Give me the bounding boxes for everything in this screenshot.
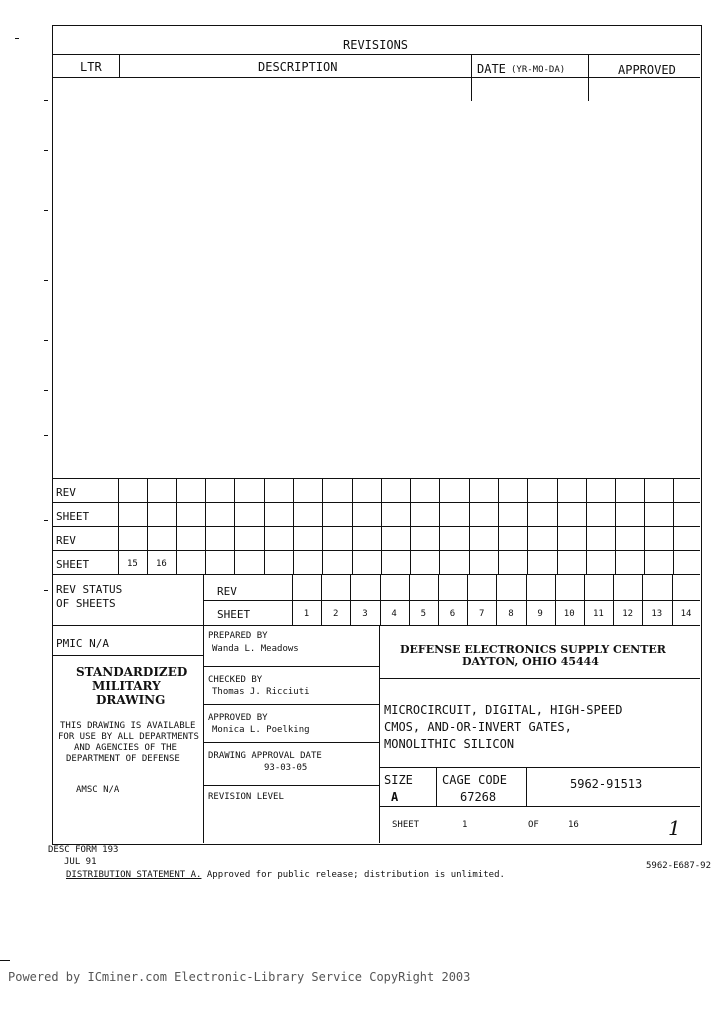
- revision-level-label: REVISION LEVEL: [208, 792, 284, 802]
- sheet-number-6: 6: [449, 609, 456, 619]
- approved-by-name: Monica L. Poelking: [212, 725, 310, 735]
- grid-line: [234, 478, 235, 574]
- distribution-text: Approved for public release; distribution is unlimited.: [201, 870, 505, 880]
- grid-line: [469, 478, 470, 574]
- smd-title-2: MILITARY: [92, 679, 161, 693]
- rev-row-1-label: REV: [56, 486, 76, 499]
- col-approved: APPROVED: [618, 63, 676, 77]
- grid-line: [557, 478, 558, 574]
- status-grid-line: [380, 574, 381, 625]
- smd-notice-1: THIS DRAWING IS AVAILABLE: [60, 721, 196, 731]
- grid-line: [176, 478, 177, 574]
- status-grid-line: [321, 574, 322, 625]
- drawing-number: 5962-91513: [570, 777, 643, 791]
- document-code: 5962-E687-92: [646, 861, 712, 871]
- smd-title-3: DRAWING: [96, 693, 166, 707]
- status-grid-line: [292, 574, 293, 625]
- sheet-number-13: 13: [651, 609, 663, 619]
- checked-by-name: Thomas J. Ricciuti: [212, 687, 310, 697]
- grid-line: [586, 478, 587, 574]
- sheet-15: 15: [127, 559, 138, 569]
- sheet-row-2-label: SHEET: [56, 558, 90, 571]
- col-description: DESCRIPTION: [258, 60, 338, 74]
- status-grid-line: [467, 574, 468, 625]
- revisions-title: REVISIONS: [343, 38, 409, 52]
- sheet-number-7: 7: [479, 609, 485, 619]
- sheet-number-11: 11: [593, 609, 604, 619]
- grid-line: [147, 478, 148, 574]
- status-grid-line: [642, 574, 643, 625]
- powered-by: Powered by ICminer.com Electronic-Library Service CopyRight 2003: [8, 970, 471, 984]
- status-grid-line: [584, 574, 585, 625]
- rev-grid: [52, 478, 700, 574]
- grid-line: [293, 478, 294, 574]
- grid-line: [410, 478, 411, 574]
- title-line-2: CMOS, AND-OR-INVERT GATES,: [384, 720, 572, 734]
- sheet-number-14: 14: [680, 609, 692, 619]
- smd-notice-3: AND AGENCIES OF THE: [74, 743, 177, 753]
- sheet-number-10: 10: [563, 609, 575, 619]
- grid-line: [498, 478, 499, 574]
- form-date: JUL 91: [64, 857, 97, 867]
- agency-line-1: DEFENSE ELECTRONICS SUPPLY CENTER: [400, 643, 666, 656]
- status-grid-line: [438, 574, 439, 625]
- form-number: DESC FORM 193: [48, 845, 119, 855]
- grid-line: [527, 478, 528, 574]
- approval-date-label: DRAWING APPROVAL DATE: [208, 751, 322, 761]
- page-mark: 1: [668, 816, 681, 840]
- col-date-format: (YR-MO-DA): [511, 65, 566, 75]
- title-line-3: MONOLITHIC SILICON: [384, 737, 515, 751]
- agency-line-2: DAYTON, OHIO 45444: [462, 655, 599, 668]
- cage-code-label: CAGE CODE: [442, 773, 508, 787]
- grid-line: [644, 478, 645, 574]
- col-ltr: LTR: [80, 60, 102, 74]
- grid-line: [205, 478, 206, 574]
- smd-notice-4: DEPARTMENT OF DEFENSE: [66, 754, 180, 764]
- status-grid-line: [496, 574, 497, 625]
- margin-ticks: [44, 90, 50, 840]
- cage-code-value: 67268: [460, 790, 497, 804]
- rev-status-label: REV STATUS: [56, 583, 123, 596]
- smd-notice-2: FOR USE BY ALL DEPARTMENTS: [58, 732, 199, 742]
- of-label: OF: [528, 820, 539, 830]
- distribution-statement: [66, 871, 505, 880]
- approval-date: 93-03-05: [264, 763, 308, 773]
- status-grid-line: [350, 574, 351, 625]
- sheet-label: SHEET: [392, 820, 420, 830]
- grid-line: [615, 478, 616, 574]
- size-value: A: [391, 790, 399, 804]
- prepared-by-label: PREPARED BY: [208, 631, 268, 641]
- sheet-number-4: 4: [391, 609, 397, 619]
- col-date: DATE: [477, 62, 506, 76]
- grid-line: [264, 478, 265, 574]
- prepared-by-name: Wanda L. Meadows: [212, 644, 299, 654]
- sheet-number-12: 12: [622, 609, 634, 619]
- rev-row-2-label: REV: [56, 534, 76, 547]
- footer-dash: [0, 960, 10, 961]
- grid-line: [322, 478, 323, 574]
- approved-by-label: APPROVED BY: [208, 713, 268, 723]
- amsc-label: AMSC N/A: [76, 785, 120, 795]
- distribution-label: DISTRIBUTION STATEMENT A.: [66, 870, 202, 880]
- grid-line: [439, 478, 440, 574]
- grid-line: [352, 478, 353, 574]
- size-label: SIZE: [384, 773, 413, 787]
- status-grid-line: [409, 574, 410, 625]
- of-sheets-label: OF SHEETS: [56, 597, 116, 610]
- sheet-number-5: 5: [420, 609, 427, 619]
- sheet-number-2: 2: [333, 609, 339, 619]
- sheet-number: 1: [462, 820, 468, 830]
- sheet-number-8: 8: [508, 609, 514, 619]
- sheet-16: 16: [156, 559, 167, 569]
- corner-mark: [15, 38, 19, 39]
- grid-line: [673, 478, 674, 574]
- sheet-total: 16: [568, 820, 579, 830]
- pmic-label: PMIC N/A: [56, 637, 109, 650]
- grid-line: [118, 478, 119, 574]
- status-rev-label: REV: [217, 585, 237, 598]
- sheet-number-1: 1: [303, 609, 310, 619]
- status-grid-line: [672, 574, 673, 625]
- status-grid-line: [613, 574, 614, 625]
- status-grid-line: [526, 574, 527, 625]
- sheet-number-9: 9: [537, 609, 543, 619]
- sheet-number-3: 3: [362, 609, 368, 619]
- title-line-1: MICROCIRCUIT, DIGITAL, HIGH-SPEED: [384, 703, 623, 717]
- status-grid-line: [555, 574, 556, 625]
- status-sheet-label: SHEET: [217, 608, 251, 621]
- checked-by-label: CHECKED BY: [208, 675, 263, 685]
- sheet-row-1-label: SHEET: [56, 510, 90, 523]
- grid-line: [381, 478, 382, 574]
- smd-title-1: STANDARDIZED: [76, 665, 188, 679]
